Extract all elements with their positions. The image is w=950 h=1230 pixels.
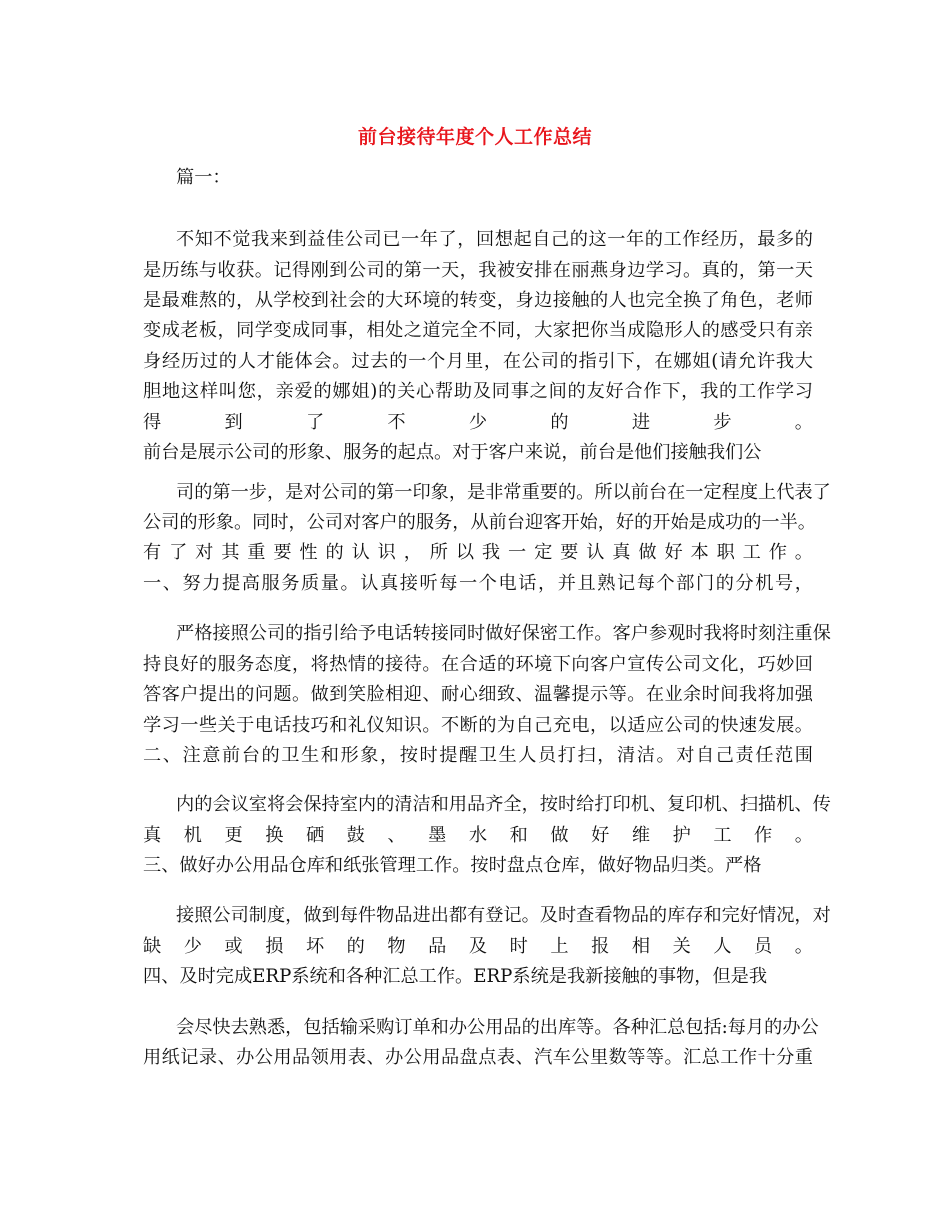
paragraph-line: 胆地这样叫您，亲爱的娜姐)的关心帮助及同事之间的友好合作下，我的工作学习 bbox=[143, 381, 813, 402]
paragraph-line: 不知不觉我来到益佳公司已一年了，回想起自己的这一年的工作经历，最多的 bbox=[176, 229, 813, 250]
paragraph-line: 缺少或损坏的物品及时上报相关人员。 bbox=[143, 936, 813, 957]
paragraph-line: 是历练与收获。记得刚到公司的第一天，我被安排在丽燕身边学习。真的，第一天 bbox=[143, 260, 813, 281]
section-heading: 篇一： bbox=[176, 167, 231, 188]
paragraph-line: 司的第一步，是对公司的第一印象，是非常重要的。所以前台在一定程度上代表了 bbox=[176, 482, 831, 503]
paragraph-line: 得到了不少的进步。 bbox=[143, 412, 813, 433]
paragraph-line: 二、注意前台的卫生和形象，按时提醒卫生人员打扫，清洁。对自己责任范围 bbox=[143, 745, 813, 766]
paragraph-line: 用纸记录、办公用品领用表、办公用品盘点表、汽车公里数等等。汇总工作十分重 bbox=[143, 1047, 813, 1068]
paragraph-line: 持良好的服务态度，将热情的接待。在合适的环境下向客户宣传公司文化，巧妙回 bbox=[143, 654, 813, 675]
paragraph-line: 身经历过的人才能体会。过去的一个月里，在公司的指引下，在娜姐(请允许我大 bbox=[143, 351, 813, 372]
paragraph-line: 四、及时完成ERP系统和各种汇总工作。ERP系统是我新接触的事物，但是我 bbox=[143, 966, 768, 987]
paragraph-line: 内的会议室将会保持室内的清洁和用品齐全，按时给打印机、复印机、扫描机、传 bbox=[176, 794, 831, 815]
paragraph-line: 是最难熬的，从学校到社会的大环境的转变，身边接触的人也完全换了角色，老师 bbox=[143, 290, 813, 311]
paragraph-line: 答客户提出的问题。做到笑脸相迎、耐心细致、温馨提示等。在业余时间我将加强 bbox=[143, 684, 813, 705]
paragraph-line: 一、努力提高服务质量。认真接听每一个电话，并且熟记每个部门的分机号， bbox=[143, 573, 813, 594]
paragraph-line: 前台是展示公司的形象、服务的起点。对于客户来说，前台是他们接触我们公 bbox=[143, 442, 762, 463]
paragraph-line: 有了对其重要性的认识，所以我一定要认真做好本职工作。 bbox=[143, 542, 813, 563]
paragraph-line: 学习一些关于电话技巧和礼仪知识。不断的为自己充电，以适应公司的快速发展。 bbox=[143, 715, 813, 736]
document-title: 前台接待年度个人工作总结 bbox=[357, 126, 592, 148]
paragraph-line: 真机更换硒鼓、墨水和做好维护工作。 bbox=[143, 825, 813, 846]
paragraph-line: 公司的形象。同时，公司对客户的服务，从前台迎客开始，好的开始是成功的一半。 bbox=[143, 512, 816, 533]
paragraph-line: 变成老板，同学变成同事，相处之道完全不同，大家把你当成隐形人的感受只有亲 bbox=[143, 320, 813, 341]
paragraph-line: 会尽快去熟悉，包括输采购订单和办公用品的出库等。各种汇总包括:每月的办公 bbox=[176, 1017, 819, 1038]
paragraph-line: 接照公司制度，做到每件物品进出都有登记。及时查看物品的库存和完好情况，对 bbox=[176, 905, 831, 926]
paragraph-line: 严格接照公司的指引给予电话转接同时做好保密工作。客户参观时我将时刻注重保 bbox=[176, 623, 831, 644]
paragraph-line: 三、做好办公用品仓库和纸张管理工作。按时盘点仓库，做好物品归类。严格 bbox=[143, 855, 762, 876]
